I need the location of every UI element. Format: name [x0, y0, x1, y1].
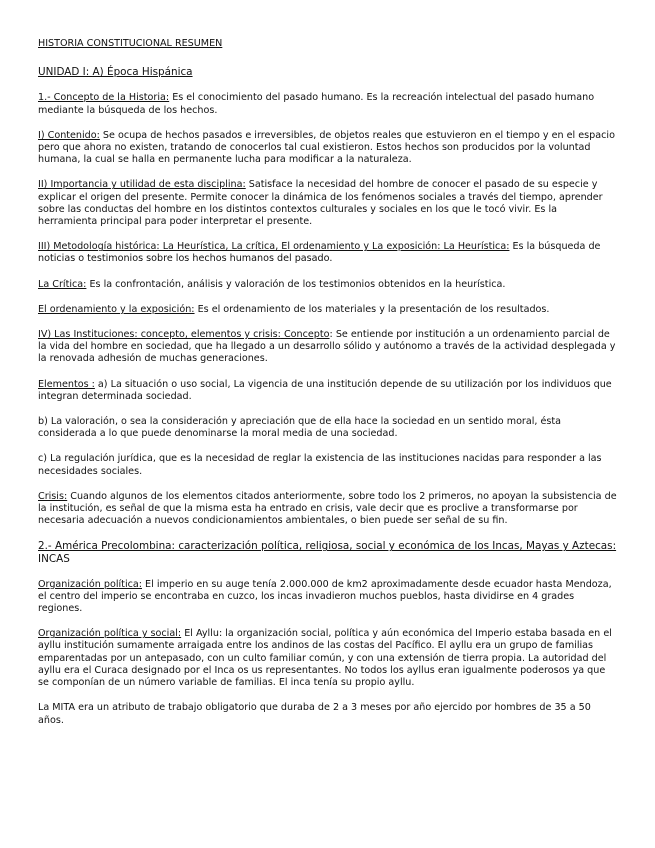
paragraph — [38, 491, 617, 528]
paragraph-text: La MITA era un atributo de trabajo obligatorio que duraba de 2 a 3 meses por año ejercido por hombres de 35 a 50 años. — [38, 702, 591, 726]
section-title: 2.- América Precolombina: caracterización política, religiosa, social y económica de los Incas, Mayas y Aztecas: — [38, 540, 617, 553]
paragraph-text: Es el conocimiento del pasado humano. Es la recreación intelectual del pasado humano mediante la búsqueda de los hechos. — [38, 92, 595, 116]
paragraph — [38, 130, 617, 167]
paragraph-heading: El ordenamiento y la exposición: — [38, 303, 195, 315]
paragraph — [38, 416, 617, 440]
paragraph — [38, 628, 617, 689]
paragraph-heading: Organización política: — [38, 578, 142, 590]
paragraph-heading: La Crítica: — [38, 278, 87, 290]
paragraph — [38, 279, 617, 291]
section-heading — [38, 540, 617, 565]
paragraph-heading: II) Importancia y utilidad de esta disciplina: — [38, 179, 246, 191]
paragraph — [38, 579, 617, 616]
paragraph — [38, 241, 617, 265]
paragraph-text: a) La situación o uso social, La vigencia de una institución depende de su utilización por los individuos que integran determinada sociedad. — [38, 378, 612, 402]
paragraph-heading: I) Contenido: — [38, 129, 100, 141]
paragraph-text: c) La regulación jurídica, que es la necesidad de reglar la existencia de las instituciones nacidas para responder a las necesidades sociales. — [38, 453, 602, 477]
paragraph — [38, 453, 617, 477]
unit-heading: UNIDAD I: A) Época Hispánica — [38, 66, 193, 79]
paragraph — [38, 702, 617, 726]
paragraph-text: : Se entiende por institución a un ordenamiento parcial de la vida del hombre en sociedad, que ha llegado a un desarrollo sólido y autónomo a través de la actividad desplegada y la renovada adhesión de muchas generaciones. — [38, 329, 616, 365]
paragraph-text: Es la confrontación, análisis y valoración de los testimonios obtenidos en la heurística. — [86, 278, 506, 290]
paragraph-heading: IV) Las Instituciones: concepto, elementos y crisis: — [38, 329, 281, 341]
document-title: HISTORIA CONSTITUCIONAL RESUMEN — [38, 38, 223, 49]
paragraph-heading: Organización política y social: — [38, 628, 182, 640]
section-subtitle: INCAS — [38, 553, 70, 566]
paragraph-text: Se ocupa de hechos pasados e irreversibles, de objetos reales que estuvieron en el tiempo y en el espacio pero que ahora no existen, tratando de conocerlos tal cual existieron. Estos hechos son producidos por la voluntad humana, la cual se halla en permanente lucha para modificar a la naturaleza. — [38, 129, 615, 166]
paragraph-text: El imperio en su auge tenía 2.000.000 de km2 aproximadamente desde ecuador hasta Mendoza, el centro del imperio se encontraba en cuzco, los incas invadieron muchos pueblos, hasta dividirse en 4 grades regiones. — [38, 578, 612, 615]
paragraph-subheading: Concepto — [280, 329, 330, 341]
paragraph-text: b) La valoración, o sea la consideración y apreciación que de ella hace la sociedad en un sentido moral, ésta considerada a lo que puede denominarse la moral media de una sociedad. — [38, 416, 562, 440]
paragraph-text: Cuando algunos de los elementos citados anteriormente, sobre todo los 2 primeros, no apoyan la subsistencia de la institución, es señal de que la misma esta ha entrado en crisis, vale decir que es proclive a transformarse por necesaria adecuación a nuevos condicionamientos ambientales, o bien puede ser señal de su fin. — [38, 490, 617, 527]
paragraph-text: Satisface la necesidad del hombre de conocer el pasado de su especie y explicar el origen del presente. Permite conocer la dinámica de los fenómenos sociales a través del tiempo, aprender sobre las conductas del hombre en los distintos contextos culturales y sociales en los que le tocó vivir. Es la herramienta principal para poder interpretar el presente. — [38, 179, 603, 228]
paragraph — [38, 329, 617, 366]
paragraph-heading: Crisis: — [38, 490, 68, 502]
paragraph — [38, 92, 617, 116]
paragraph-text: Es la búsqueda de noticias o testimonios sobre los hechos humanos del pasado. — [38, 241, 601, 265]
paragraph-heading: 1.- Concepto de la Historia: — [38, 92, 170, 104]
paragraph — [38, 379, 617, 403]
paragraph-text: Es el ordenamiento de los materiales y la presentación de los resultados. — [194, 303, 550, 315]
paragraph — [38, 304, 617, 316]
paragraph-heading: III) Metodología histórica: La Heurística, La crítica, El ordenamiento y La exposición: La Heurística: — [38, 241, 510, 253]
paragraph-text: El Ayllu: la organización social, política y aún económica del Imperio estaba basada en el ayllu institución sumamente arraigada entre los andinos de las costas del Pacífico. El ayllu era un grupo de familias emparentadas por un antepasado, con un culto familiar común, y con una extensión de tierra propia. La autoridad del ayllu era el Curaca designado por el Inca os us representantes. No todos los ayllus eran igualmente poderosos ya que se componían de un número variable de familias. El inca tenía su propio ayllu. — [38, 628, 612, 689]
paragraph — [38, 179, 617, 228]
paragraph-heading: Elementos : — [38, 378, 95, 390]
